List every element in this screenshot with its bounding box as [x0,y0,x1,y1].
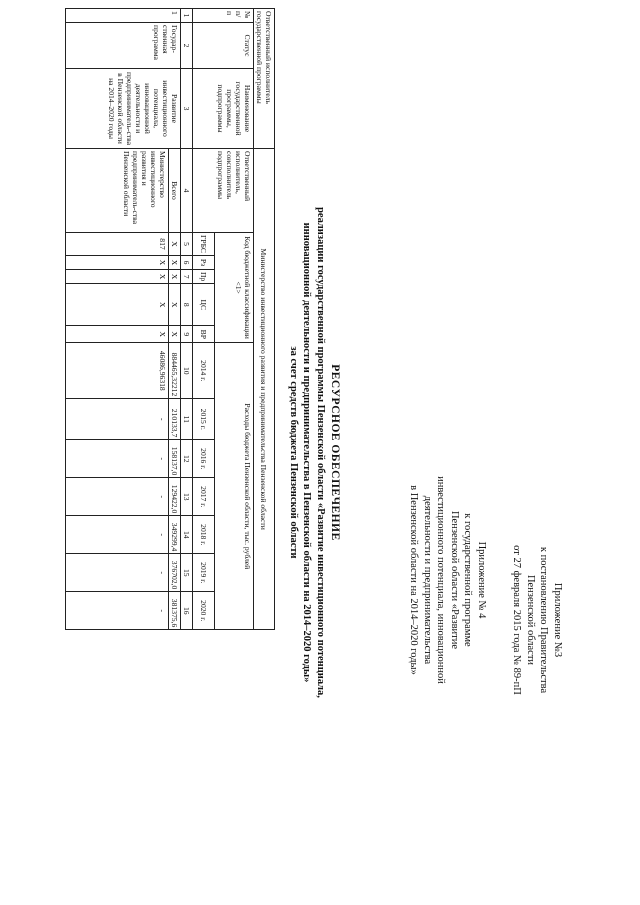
appendix-4-line: к государственной программе [462,513,474,647]
col-header-no: № п/п [193,9,254,23]
row-number-cell: 1 [66,9,181,23]
expense-cell: - [66,478,169,516]
appendix-4-line: Пензенской области «Развитие [449,510,460,650]
appendix-3-line: Приложение №3 [552,582,563,658]
expense-cell: - [66,554,169,592]
col-header-expenses: Расходы бюджета Пензенской области, тыс. рублей [215,343,254,630]
code-cell: Х [169,256,181,270]
appendix-4-block [407,400,488,760]
sub-header-year: 2020 г. [193,592,215,630]
code-cell: Х [169,233,181,256]
expense-cell: 158137,0 [169,440,181,478]
sub-header-code: ЦС [193,284,215,326]
col-header-name: Наименование государственной программы, подпрограммы [193,69,254,149]
column-number: 1 [181,9,193,23]
appendix-3-line: к постановлению Правительства [538,546,550,694]
expense-cell: - [66,440,169,478]
executor-ministry-cell: Министерство инвестиционного развития и предприниматель-ства Пензенской области [66,149,169,233]
sub-header-year: 2017 г. [193,478,215,516]
code-cell: Х [169,284,181,326]
column-number: 2 [181,23,193,69]
column-number: 11 [181,399,193,440]
appendix-4-line: деятельности и предпринимательства [422,495,433,665]
resource-table [65,8,275,630]
expense-cell: 381375,6 [169,592,181,630]
column-number: 6 [181,256,193,270]
col-header-status: Статус [193,23,254,69]
document-heading [287,0,343,905]
responsible-label-cell: Ответственный исполнитель государственной программы [254,9,275,149]
appendix-3-line: от 27 февраля 2015 года № 89-пП [511,545,523,695]
col-header-executor: Ответственный исполнитель, соисполнитель подпрограммы [193,149,254,233]
column-number: 15 [181,554,193,592]
code-cell: 817 [66,233,169,256]
responsible-value-cell: Министерство инвестиционного развития и предпринимательства Пензенской области [254,149,275,630]
column-number: 13 [181,478,193,516]
code-cell: Х [169,270,181,284]
code-cell: Х [66,270,169,284]
expense-cell: - [66,516,169,554]
expense-cell: 46086,96318 [66,343,169,399]
code-cell: Х [66,256,169,270]
appendix-4-line: инвестиционного потенциала, инновационной [435,476,447,684]
appendix-4-line: Приложение № 4 [476,541,487,619]
expense-cell: 210133,7 [169,399,181,440]
row-status-cell: Государ-ственная программа [66,23,181,69]
sub-header-year: 2016 г. [193,440,215,478]
column-number: 10 [181,343,193,399]
expense-cell: 349299,4 [169,516,181,554]
sub-header-code: Пр [193,270,215,284]
code-cell: Х [66,284,169,326]
column-number: 14 [181,516,193,554]
column-number: 5 [181,233,193,256]
sub-header-year: 2015 г. [193,399,215,440]
responsible-row [254,9,275,630]
column-number: 8 [181,284,193,326]
table-row-total [169,9,181,630]
column-number-row [181,9,193,630]
sub-header-code: ГРБС [193,233,215,256]
appendix-3-line: Пензенской области [525,574,536,666]
sub-header-code: Рз [193,256,215,270]
appendix-4-line: в Пензенской области на 2014–2020 годы» [408,485,420,675]
expense-cell: - [66,592,169,630]
row-program-name-cell: Развитие инвестиционного потенциала, инновационной деятельности и предприниматель-ства в Пензенской области на 2014–2020 годы [66,69,181,149]
expense-cell: 376702,0 [169,554,181,592]
document-title: РЕСУРСНОЕ ОБЕСПЕЧЕНИЕ [329,364,341,541]
sub-header-year: 2019 г. [193,554,215,592]
sub-header-code: ВР [193,326,215,343]
header-row [215,9,254,630]
code-cell: Х [169,326,181,343]
document-subtitle-line: за счет средств бюджета Пензенской области [288,346,299,559]
column-number: 7 [181,270,193,284]
sub-header-year: 2018 г. [193,516,215,554]
sub-header-year: 2014 г. [193,343,215,399]
code-cell: Х [66,326,169,343]
column-number: 3 [181,69,193,149]
document-subtitle-line: инновационной деятельности и предпринимательства в Пензенской области на 2014–2020 годы» [301,222,313,683]
column-number: 16 [181,592,193,630]
expense-cell: - [66,399,169,440]
column-number: 12 [181,440,193,478]
col-header-budget-code: Код бюджетной классификации <1> [215,233,254,343]
column-number: 4 [181,149,193,233]
appendix-3-block [510,470,564,770]
column-number: 9 [181,326,193,343]
document-subtitle-line: реализации государственной программы Пензенской области «Развитие инвестиционного потенциала, [315,207,326,698]
expense-cell: 884465,32212 [169,343,181,399]
expense-cell: 129422,0 [169,478,181,516]
executor-total-cell: Всего [169,149,181,233]
